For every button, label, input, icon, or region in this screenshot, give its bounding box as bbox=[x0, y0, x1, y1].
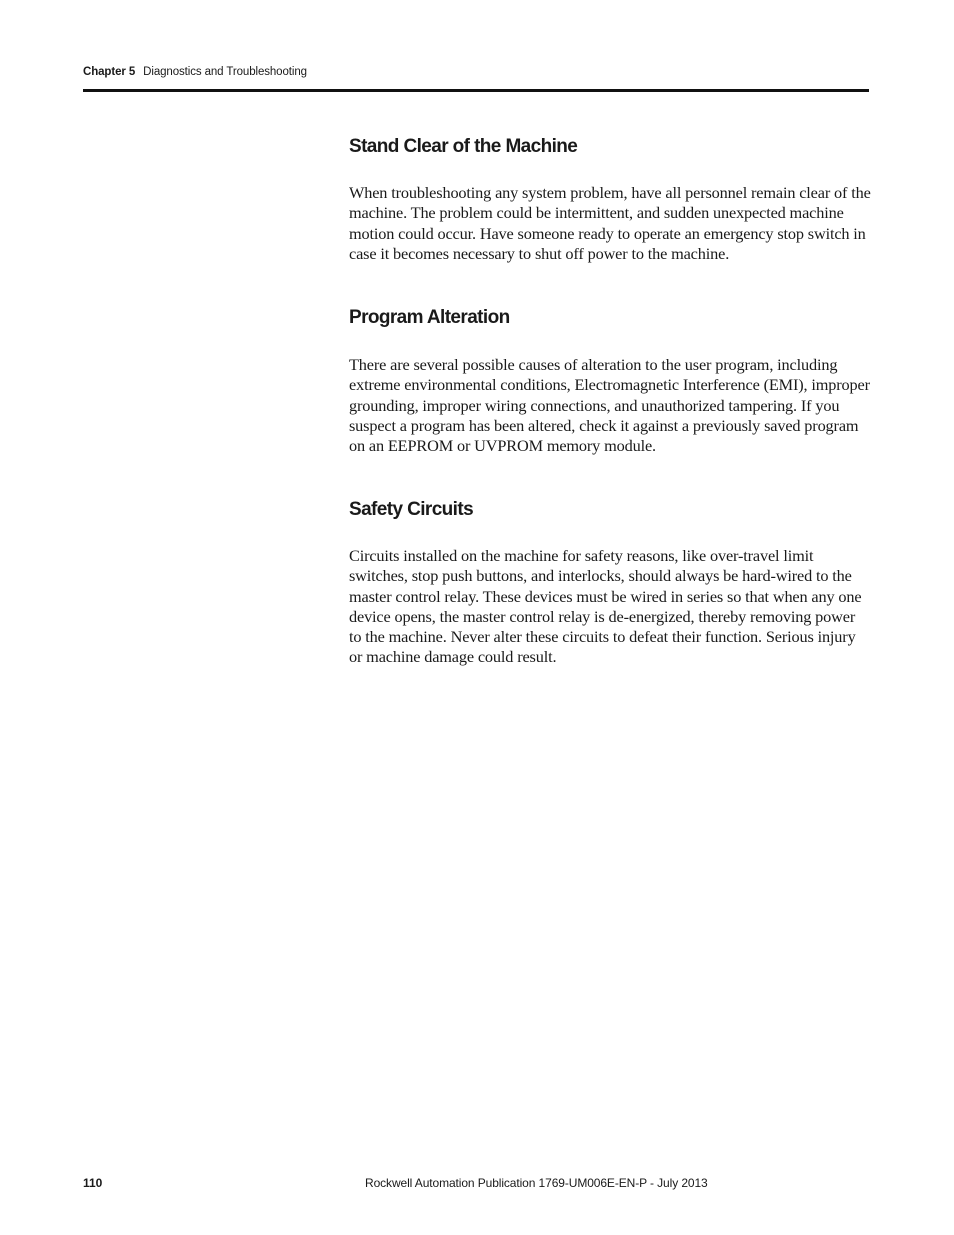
section-body-safety-circuits: Circuits installed on the machine for safety reasons, like over-travel limit switches, stop push buttons, and interlocks, should always be hard-wired to the master control relay. These devices must be wired in series so that when any one device opens, the master control relay is de-energized, thereby removing power to the machine. Never alter these circuits to defeat their function. Serious injury or machine damage could result. bbox=[349, 546, 862, 667]
section-body-stand-clear: When troubleshooting any system problem, have all personnel remain clear of the machine. The problem could be intermittent, and sudden unexpected machine motion could occur. Have someone ready to operate an emergency stop switch in case it becomes necessary to shut off power to the machine. bbox=[349, 183, 871, 263]
section-heading-safety-circuits: Safety Circuits bbox=[349, 499, 474, 520]
section-heading-stand-clear: Stand Clear of the Machine bbox=[349, 136, 578, 157]
section-body-program-alteration: There are several possible causes of alteration to the user program, including extreme environmental conditions, Electromagnetic Interference (EMI), improper grounding, improper wiring connections, and unauthorized tampering. If you suspect a program has been altered, check it against a previously saved program on an EEPROM or UVPROM memory module. bbox=[349, 355, 870, 456]
publication-info: Rockwell Automation Publication 1769-UM006E-EN-P - July 2013 bbox=[365, 1176, 708, 1190]
chapter-label: Chapter 5 bbox=[83, 66, 136, 78]
header-rule bbox=[83, 89, 869, 92]
running-header bbox=[83, 66, 869, 78]
chapter-title: Diagnostics and Troubleshooting bbox=[143, 66, 307, 78]
section-heading-program-alteration: Program Alteration bbox=[349, 307, 510, 328]
page-number: 110 bbox=[83, 1176, 103, 1190]
